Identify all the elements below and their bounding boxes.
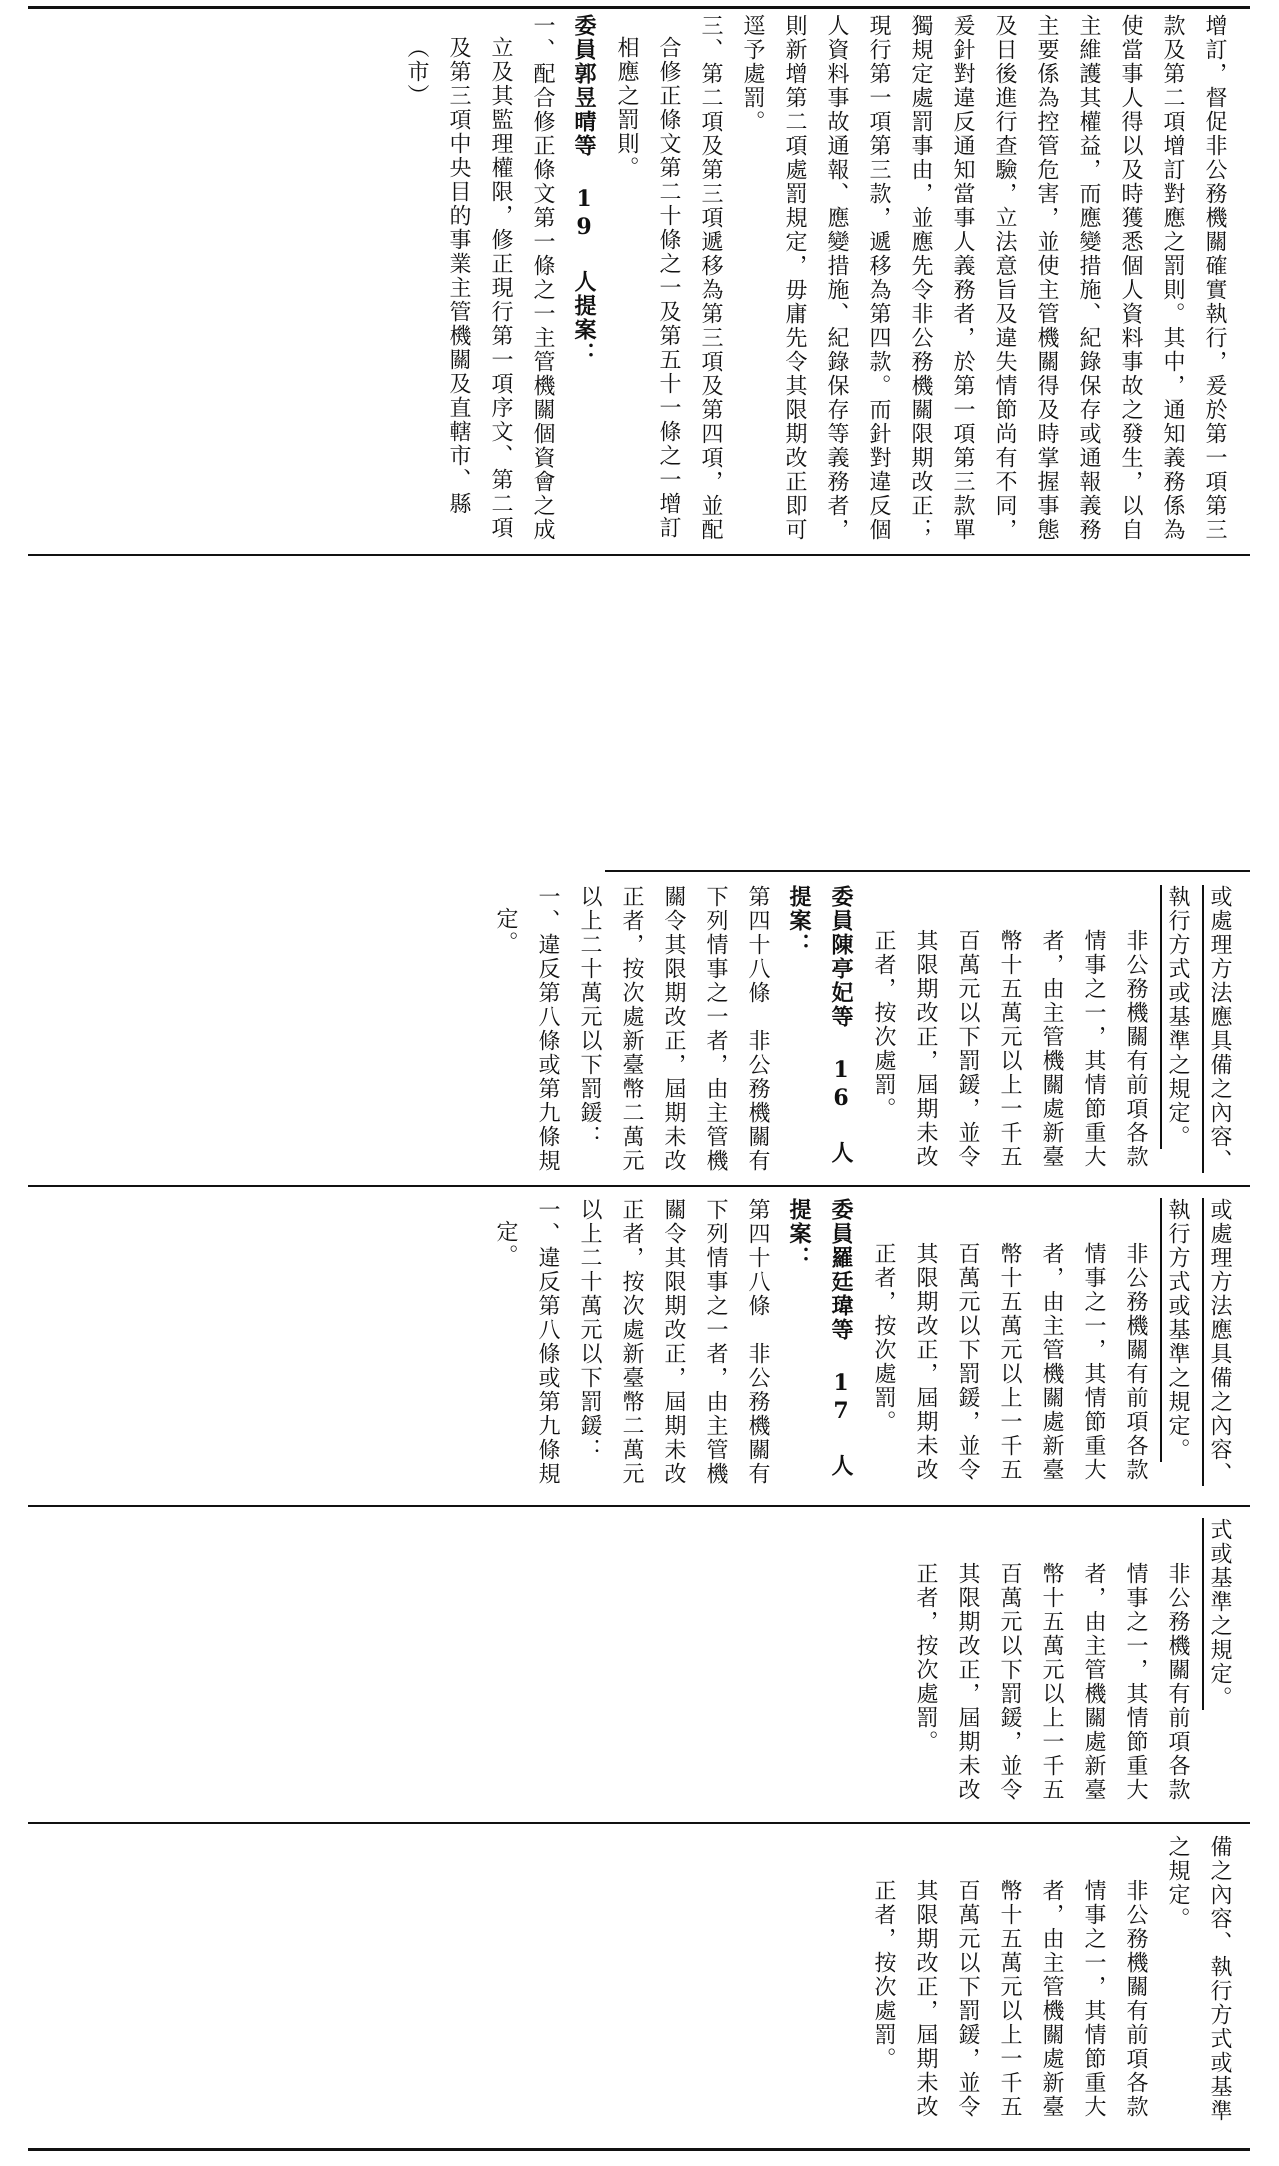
- proposal-16-item1: 一、違反第八條或第九條規定。: [493, 885, 560, 1173]
- law-text-para2: 非公務機關有前項各款情事之一，其情節重大者，由主管機關處新臺幣十五萬元以上一千五百萬元以下罰鍰，並令其限期改正，屆期未改正者，按次處罰。: [871, 1879, 1148, 2119]
- explanation-item3: 三、第二項及第三項遞移為第三項及第四項，並配合修正條文第二十條之一及第五十一條之一增訂相應之罰則。: [614, 14, 723, 542]
- explanation-para1: 增訂，督促非公務機關確實執行，爰於第一項第三款及第二項增訂對應之罰則。其中，通知義務係為使當事人得以及時獲悉個人資料事故之發生，以自主維護其權益，而應變措施、紀錄保存或通報義務主要係為控管危害，並使主管機關得及時掌握事態及日後進行查驗，立法意旨及違失情節尚有不同，爰針對違反通知當事人義務者，於第一項第三款單獨規定處罰事由，並應先令非公務機關限期改正；現行第一項第三款，遞移為第四款。而針對違反個人資料事故通報、應變措施、紀錄保存等義務者，則新增第二項處罰規定，毋庸先令其限期改正即可逕予處罰。: [740, 14, 1227, 542]
- proposal-17-para1: 或處理方法應具備之內容、執行方式或基準之規定。: [1165, 1198, 1232, 1486]
- proposal-17-item1: 一、違反第八條或第九條規定。: [493, 1198, 560, 1486]
- proposal-17-column: [493, 1198, 1240, 1493]
- law-text-column: [600, 1835, 1240, 2140]
- proposal-16-proposer: 委員陳亭妃等 16 人提案：: [786, 885, 854, 1165]
- proposal-17-article: 第四十八條 非公務機關有下列情事之一者，由主管機關令其限期改正，屆期未改正者，按次處新臺幣二萬元以上二十萬元以下罰鍰：: [577, 1198, 770, 1486]
- proposal-17-proposer: 委員羅廷瑋等 17 人提案：: [786, 1198, 854, 1478]
- explanation-column: [404, 14, 1235, 549]
- proposal-16-column: [493, 885, 1240, 1175]
- proposal-16-article: 第四十八條 非公務機關有下列情事之一者，由主管機關令其限期改正，屆期未改正者，按次處新臺幣二萬元以上二十萬元以下罰鍰：: [577, 885, 770, 1173]
- proposal-16-para1: 或處理方法應具備之內容、執行方式或基準之規定。: [1165, 885, 1232, 1173]
- proposal-17-para2: 非公務機關有前項各款情事之一，其情節重大者，由主管機關處新臺幣十五萬元以上一千五百萬元以下罰鍰，並令其限期改正，屆期未改正者，按次處罰。: [871, 1242, 1148, 1482]
- column-divider-3: [28, 1505, 1250, 1507]
- law-text-para1: 備之內容、執行方式或基準之規定。: [1165, 1835, 1232, 2123]
- bottom-border-rule: [28, 2148, 1250, 2151]
- explanation-item1: 一、配合修正條文第一條之一主管機關個資會之成立及其監理權限，修正現行第一項序文、第二項及第三項中央目的事業主管機關及直轄市、縣（市）: [404, 14, 555, 542]
- proposal-16-para2: 非公務機關有前項各款情事之一，其情節重大者，由主管機關處新臺幣十五萬元以上一千五百萬元以下罰鍰，並令其限期改正，屆期未改正者，按次處罰。: [871, 929, 1148, 1169]
- column-divider-2: [28, 1185, 1250, 1187]
- column-divider-4: [28, 1822, 1250, 1824]
- top-border-rule: [28, 6, 1250, 9]
- explanation-proposer: 委員郭昱晴等 19 人提案：: [571, 14, 597, 366]
- committee-version-para1: 式或基準之規定。: [1207, 1518, 1232, 1710]
- committee-version-para2: 非公務機關有前項各款情事之一，其情節重大者，由主管機關處新臺幣十五萬元以上一千五百萬元以下罰鍰，並令其限期改正，屆期未改正者，按次處罰。: [913, 1562, 1190, 1802]
- upper-band-divider: [28, 554, 1250, 556]
- column-divider-1: [605, 870, 1250, 872]
- committee-version-column: [740, 1518, 1240, 1813]
